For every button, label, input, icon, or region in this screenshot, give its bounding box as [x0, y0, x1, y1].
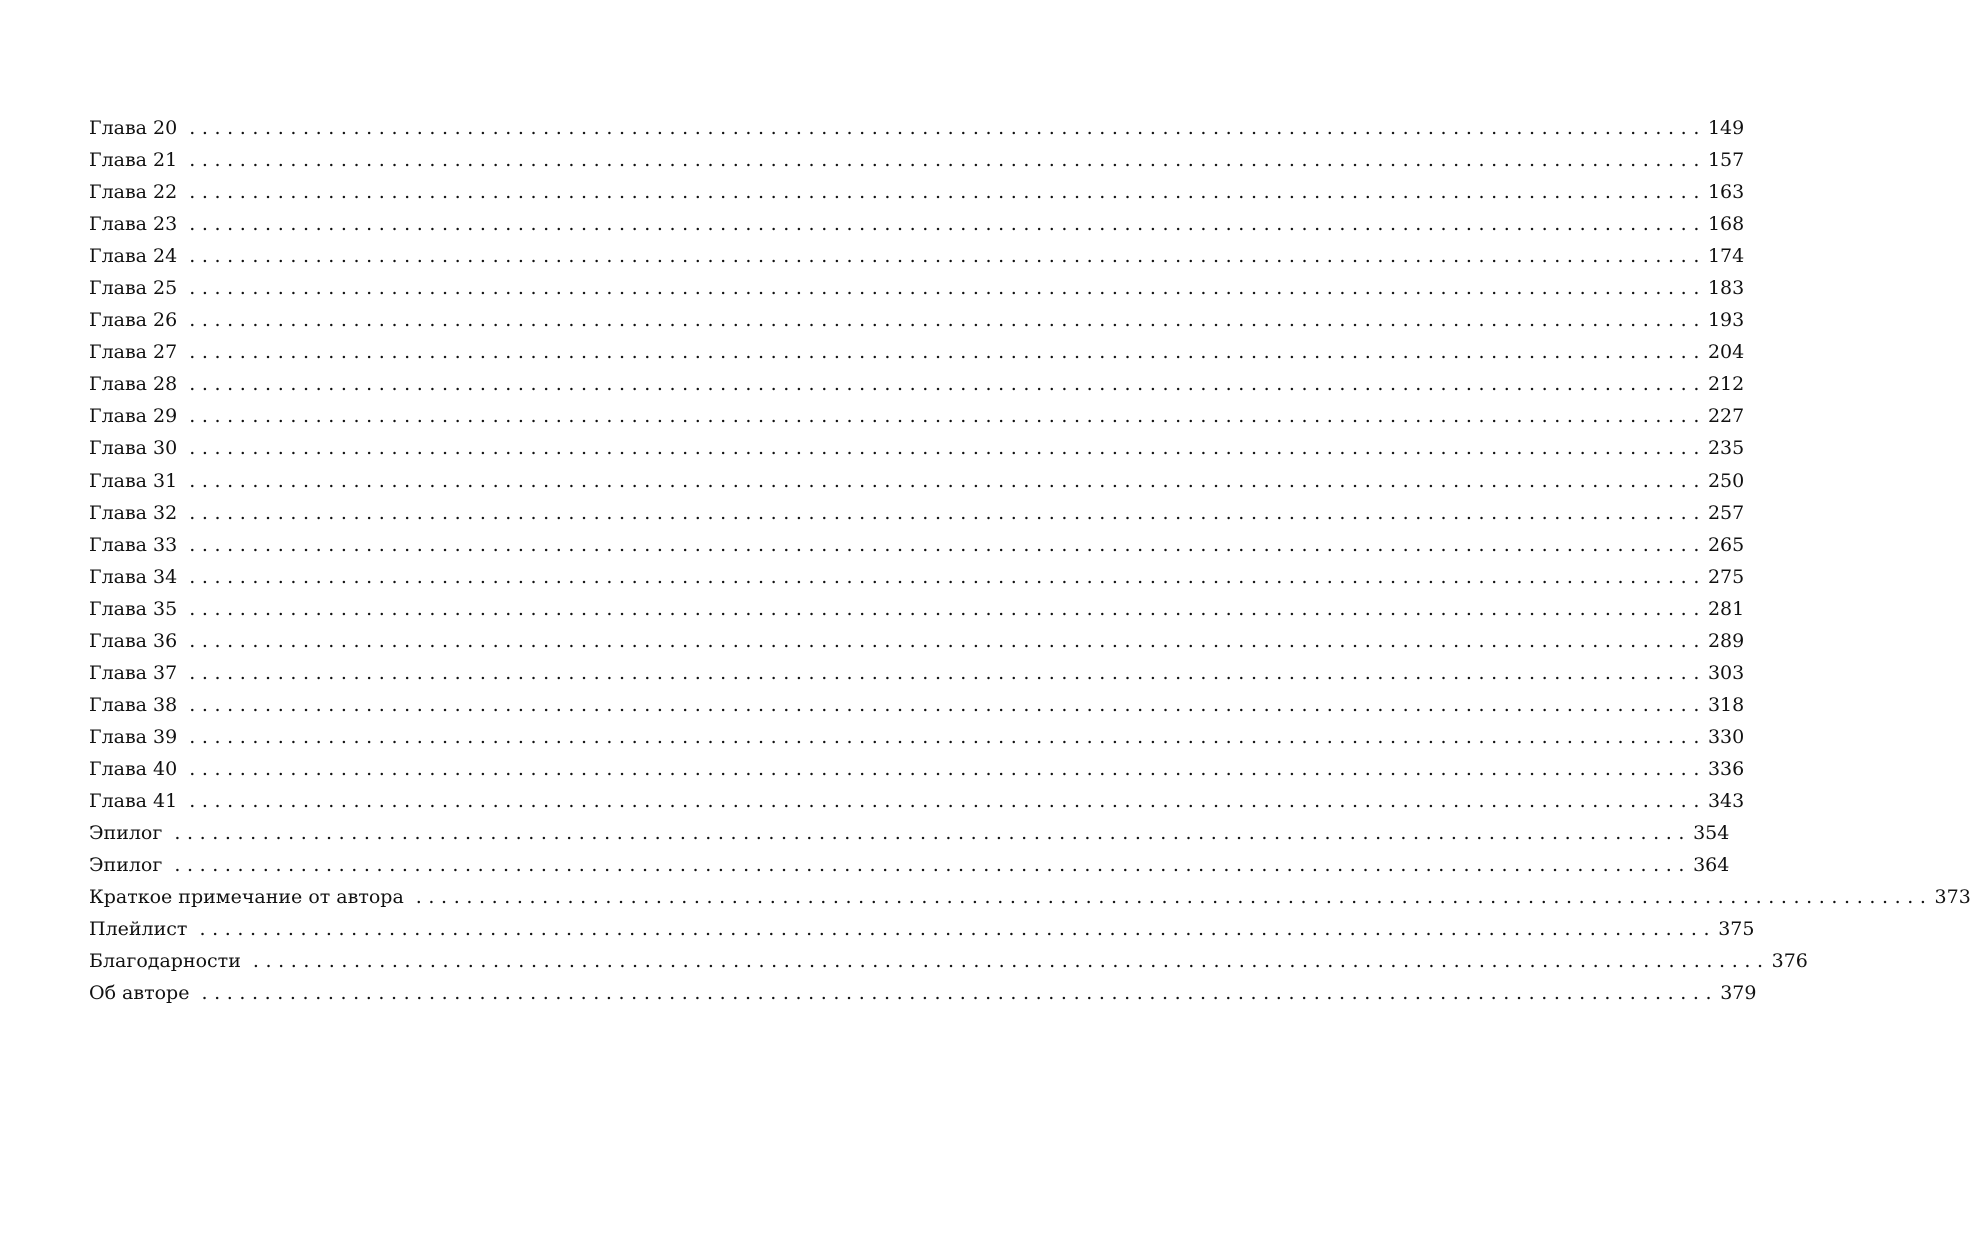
- toc-entry-page: 149: [1707, 117, 1745, 139]
- toc-entry[interactable]: [89, 849, 1730, 881]
- dot-leader: ........................................................................................................................: [189, 533, 1706, 556]
- toc-entry-title: Глава 34: [89, 565, 178, 588]
- toc-entry-title: Глава 40: [89, 757, 178, 780]
- toc-entry-title: Глава 25: [89, 277, 178, 300]
- toc-entry-page: 375: [1718, 918, 1755, 941]
- toc-entry[interactable]: [89, 272, 1745, 304]
- dot-leader: ........................................................................................................................: [189, 373, 1706, 396]
- toc-entry-title: Эпилог: [89, 854, 163, 877]
- toc-entry[interactable]: [89, 657, 1745, 689]
- toc-entry[interactable]: [89, 400, 1745, 432]
- toc-entry-page: 157: [1707, 149, 1745, 172]
- toc-entry[interactable]: [89, 881, 1971, 913]
- toc-entry-title: Глава 30: [89, 437, 178, 460]
- dot-leader: ........................................................................................................................: [189, 501, 1706, 524]
- toc-entry[interactable]: [89, 977, 1757, 1009]
- toc-entry[interactable]: [89, 465, 1745, 497]
- toc-entry-page: 163: [1707, 181, 1745, 204]
- toc-entry[interactable]: [89, 721, 1745, 753]
- toc-entry-title: Глава 22: [89, 181, 178, 204]
- dot-leader: ........................................................................................................................: [189, 341, 1706, 364]
- dot-leader: ........................................................................................................................: [189, 469, 1706, 492]
- toc-entry-page: 212: [1707, 373, 1745, 396]
- toc-entry-page: 193: [1707, 309, 1745, 332]
- toc-entry-page: 183: [1707, 277, 1745, 300]
- toc-entry-page: 289: [1707, 629, 1745, 652]
- toc-entry-title: Глава 32: [89, 501, 178, 524]
- dot-leader: ........................................................................................................................: [189, 437, 1706, 460]
- toc-entry[interactable]: [89, 112, 1745, 144]
- toc-entry[interactable]: [89, 913, 1755, 945]
- toc-entry-title: Глава 36: [89, 629, 178, 652]
- toc-entry[interactable]: [89, 817, 1730, 849]
- toc-entry-page: 281: [1707, 597, 1745, 620]
- toc-entry-title: Краткое примечание от автора: [89, 886, 404, 909]
- toc-entry-title: Глава 27: [89, 341, 178, 364]
- toc-entry-page: 379: [1720, 982, 1757, 1005]
- toc-entry-page: 227: [1707, 405, 1745, 428]
- toc-entry-page: 364: [1693, 854, 1730, 877]
- toc-entry-title: Глава 20: [89, 117, 178, 139]
- dot-leader: ........................................................................................................................: [415, 886, 1933, 909]
- toc-entry-page: 318: [1707, 693, 1745, 716]
- toc-entry-title: Глава 38: [89, 693, 178, 716]
- dot-leader: ........................................................................................................................: [189, 789, 1706, 812]
- toc-entry-page: 303: [1707, 661, 1745, 684]
- toc-entry-title: Глава 33: [89, 533, 178, 556]
- dot-leader: ........................................................................................................................: [174, 854, 1692, 877]
- toc-entry[interactable]: [89, 336, 1745, 368]
- toc-entry-title: Глава 28: [89, 373, 178, 396]
- toc-entry[interactable]: [89, 240, 1745, 272]
- toc-entry-page: 204: [1707, 341, 1745, 364]
- dot-leader: ........................................................................................................................: [189, 149, 1706, 172]
- dot-leader: ........................................................................................................................: [189, 565, 1706, 588]
- toc-entry-title: Благодарности: [89, 950, 241, 973]
- toc-entry-title: Об авторе: [89, 982, 190, 1005]
- dot-leader: ........................................................................................................................: [189, 757, 1706, 780]
- toc-entry-page: 174: [1707, 245, 1745, 268]
- toc-entry-page: 275: [1707, 565, 1745, 588]
- toc-entry-title: Глава 24: [89, 245, 178, 268]
- toc-entry-page: 376: [1771, 950, 1808, 973]
- toc-entry-page: 343: [1707, 789, 1745, 812]
- toc-entry[interactable]: [89, 945, 1808, 977]
- toc-entry[interactable]: [89, 785, 1745, 817]
- table-of-contents: [89, 112, 1971, 1009]
- dot-leader: ........................................................................................................................: [189, 629, 1706, 652]
- toc-entry-page: 250: [1707, 469, 1745, 492]
- toc-entry-page: 373: [1934, 886, 1971, 909]
- toc-entry-page: 336: [1707, 757, 1745, 780]
- toc-entry[interactable]: [89, 529, 1745, 561]
- toc-entry-title: Глава 31: [89, 469, 178, 492]
- toc-entry-page: 265: [1707, 533, 1745, 556]
- toc-entry[interactable]: [89, 176, 1745, 208]
- toc-entry-title: Глава 21: [89, 149, 178, 172]
- toc-entry[interactable]: [89, 561, 1745, 593]
- dot-leader: ........................................................................................................................: [189, 181, 1706, 204]
- dot-leader: ........................................................................................................................: [252, 950, 1770, 973]
- dot-leader: ........................................................................................................................: [189, 405, 1706, 428]
- toc-entry[interactable]: [89, 497, 1745, 529]
- dot-leader: ........................................................................................................................: [189, 725, 1706, 748]
- dot-leader: ........................................................................................................................: [189, 309, 1706, 332]
- dot-leader: ........................................................................................................................: [189, 245, 1706, 268]
- dot-leader: ........................................................................................................................: [201, 982, 1719, 1005]
- toc-entry[interactable]: [89, 689, 1745, 721]
- dot-leader: ........................................................................................................................: [174, 822, 1692, 845]
- toc-entry[interactable]: [89, 593, 1745, 625]
- toc-entry[interactable]: [89, 625, 1745, 657]
- dot-leader: ........................................................................................................................: [189, 277, 1706, 300]
- toc-entry[interactable]: [89, 368, 1745, 400]
- toc-entry-title: Глава 41: [89, 789, 178, 812]
- toc-entry[interactable]: [89, 432, 1745, 464]
- toc-entry-title: Глава 39: [89, 725, 178, 748]
- toc-entry-title: Глава 26: [89, 309, 178, 332]
- toc-entry-page: 168: [1707, 213, 1745, 236]
- toc-entry-title: Глава 35: [89, 597, 178, 620]
- toc-entry-page: 354: [1693, 822, 1730, 845]
- toc-entry-page: 235: [1707, 437, 1745, 460]
- toc-entry-page: 257: [1707, 501, 1745, 524]
- toc-entry-title: Плейлист: [89, 918, 188, 941]
- dot-leader: ........................................................................................................................: [189, 661, 1706, 684]
- dot-leader: ........................................................................................................................: [189, 117, 1706, 139]
- toc-entry-title: Глава 37: [89, 661, 178, 684]
- dot-leader: ........................................................................................................................: [189, 693, 1706, 716]
- dot-leader: ........................................................................................................................: [189, 213, 1706, 236]
- toc-entry-page: 330: [1707, 725, 1745, 748]
- dot-leader: ........................................................................................................................: [189, 597, 1706, 620]
- toc-entry[interactable]: [89, 753, 1745, 785]
- toc-entry[interactable]: [89, 304, 1745, 336]
- toc-entry-title: Эпилог: [89, 822, 163, 845]
- toc-entry-title: Глава 23: [89, 213, 178, 236]
- toc-entry[interactable]: [89, 144, 1745, 176]
- toc-entry[interactable]: [89, 208, 1745, 240]
- dot-leader: ........................................................................................................................: [199, 918, 1717, 941]
- toc-entry-title: Глава 29: [89, 405, 178, 428]
